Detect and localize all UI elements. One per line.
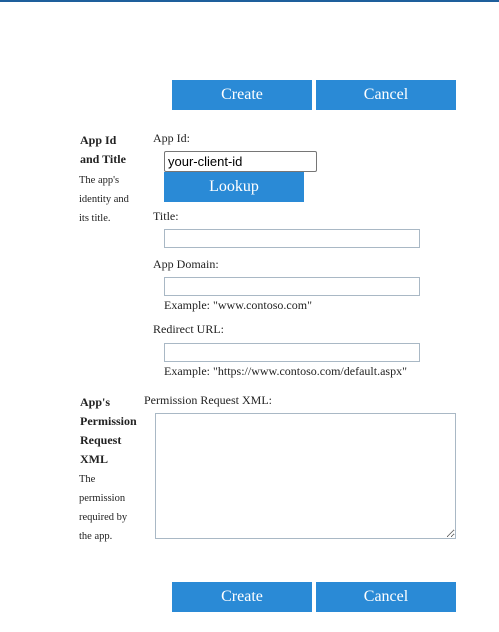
section-title-permission	[80, 393, 137, 469]
section-desc-line: permission	[79, 493, 126, 504]
section-desc-line: identity and	[79, 194, 129, 205]
section-title-app-id	[80, 131, 126, 169]
cancel-button-top[interactable]: Cancel	[316, 80, 456, 110]
permission-xml-label: Permission Request XML:	[144, 393, 272, 407]
create-button-bottom[interactable]: Create	[172, 582, 312, 612]
app-id-input[interactable]	[164, 151, 317, 172]
section-description-permission	[79, 470, 127, 546]
section-title-line: Permission	[80, 414, 137, 428]
section-desc-line: The app's	[79, 175, 120, 186]
section-title-line: App's	[80, 395, 111, 409]
app-domain-label: App Domain:	[153, 257, 219, 271]
lookup-button[interactable]: Lookup	[164, 172, 304, 202]
app-domain-example: Example: "www.contoso.com"	[164, 298, 312, 312]
section-title-line: and Title	[80, 152, 126, 166]
section-description-app-id	[79, 171, 129, 228]
create-button-top[interactable]: Create	[172, 80, 312, 110]
section-desc-line: required by	[79, 512, 128, 523]
section-desc-line: the app.	[79, 531, 113, 542]
permission-xml-textarea[interactable]	[155, 413, 456, 539]
section-title-line: Request	[80, 433, 122, 447]
section-desc-line: its title.	[79, 213, 111, 224]
section-title-line: XML	[80, 452, 108, 466]
title-input[interactable]	[164, 229, 420, 248]
cancel-button-bottom[interactable]: Cancel	[316, 582, 456, 612]
app-domain-input[interactable]	[164, 277, 420, 296]
redirect-url-label: Redirect URL:	[153, 322, 224, 336]
section-title-line: App Id	[80, 133, 117, 147]
app-id-label: App Id:	[153, 131, 190, 145]
title-label: Title:	[153, 209, 179, 223]
redirect-url-example: Example: "https://www.contoso.com/default.aspx"	[164, 364, 407, 378]
redirect-url-input[interactable]	[164, 343, 420, 362]
top-border	[0, 0, 499, 2]
section-desc-line: The	[79, 474, 96, 485]
